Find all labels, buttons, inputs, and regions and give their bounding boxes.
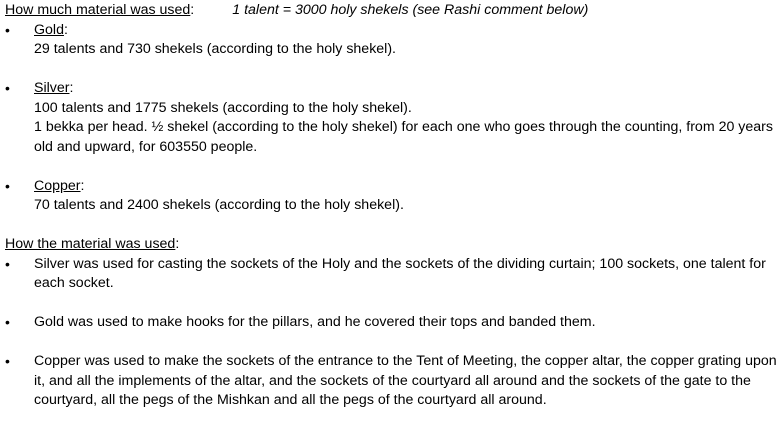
- list-item-usage-silver: [5, 255, 781, 294]
- material-name: Gold: [34, 21, 64, 38]
- material-name: Copper: [34, 177, 81, 194]
- heading-colon: :: [175, 236, 180, 252]
- material-note: 1 bekka per head. ½ shekel (according to the holy shekel) for each one who goes through the counting, from 20 years old and upward, for 603550 people.: [34, 119, 773, 155]
- document-body: [5, 1, 781, 411]
- material-amount: 29 talents and 730 shekels (according to the holy shekel).: [34, 41, 397, 57]
- section-heading-materials-amount: [5, 1, 781, 21]
- bullet-icon: •: [5, 353, 10, 369]
- list-item-gold: • Gold: 29 talents and 730 shekels (according to the holy shekel).: [5, 21, 781, 60]
- bullet-icon: •: [5, 21, 10, 38]
- list-item-usage-gold: [5, 313, 781, 333]
- usage-text: Copper was used to make the sockets of the entrance to the Tent of Meeting, the copper altar, the copper grating upon it, and all the implements of the altar, and the sockets of the courtyard all around and the sockets of the gate to the courtyard, all the pegs of the Mishkan and all the pegs of the courtyard all around.: [34, 353, 777, 408]
- material-name: Silver: [34, 80, 70, 96]
- talent-conversion-note: 1 talent = 3000 holy shekels (see Rashi comment below): [232, 2, 589, 18]
- list-item-usage-copper: [5, 352, 781, 411]
- section-heading-materials-usage: [5, 235, 781, 255]
- list-item-copper: • Copper: 70 talents and 2400 shekels (according to the holy shekel).: [5, 177, 781, 216]
- material-amount: 70 talents and 2400 shekels (according to the holy shekel).: [34, 197, 404, 213]
- bullet-icon: •: [5, 255, 10, 272]
- heading-text: How much material was used: [5, 2, 191, 18]
- list-item-silver: • Silver: 100 talents and 1775 shekels (according to the holy shekel). 1 bekka per head. ½ shekel (according to the holy shekel) for each one who goes through the counting, from 20 years old and upward, for 603550 people.: [5, 79, 781, 157]
- material-amount: 100 talents and 1775 shekels (according to the holy shekel).: [34, 99, 412, 116]
- bullet-icon: •: [5, 314, 10, 330]
- heading-text: How the material was used: [5, 236, 176, 252]
- usage-text: Silver was used for casting the sockets of the Holy and the sockets of the dividing curtain; 100 sockets, one talent for each socket.: [34, 255, 766, 291]
- heading-colon: :: [190, 2, 195, 18]
- bullet-icon: •: [5, 177, 10, 194]
- bullet-icon: •: [5, 80, 10, 96]
- usage-text: Gold was used to make hooks for the pillars, and he covered their tops and banded them.: [34, 314, 596, 330]
